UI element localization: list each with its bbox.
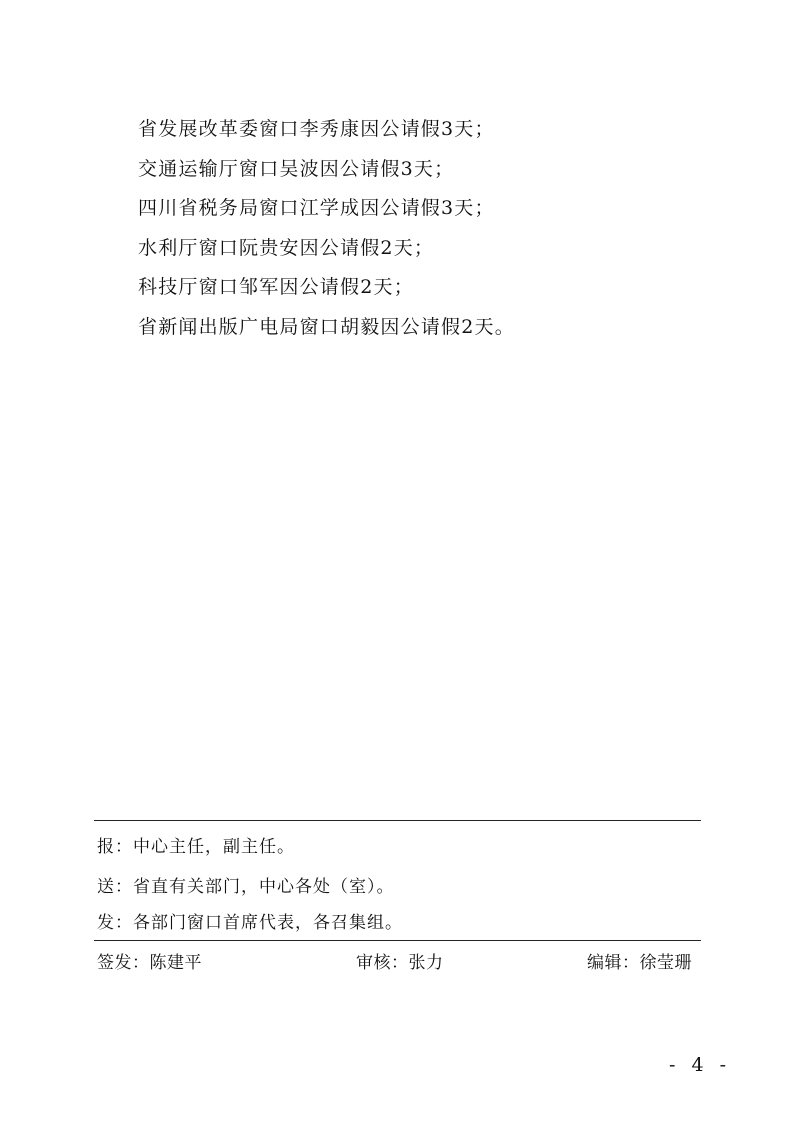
leave-item: 科技厅窗口邹军因公请假2天； <box>138 276 414 298</box>
leave-item: 省新闻出版广电局窗口胡毅因公请假2天。 <box>138 315 515 338</box>
distribution-top-divider <box>94 820 701 821</box>
distribution-bottom-divider <box>94 940 701 941</box>
issued-by: 签发：陈建平 <box>97 953 202 973</box>
edited-by: 编辑：徐莹珊 <box>587 953 692 973</box>
page-number: - 4 - <box>669 1054 732 1076</box>
leave-item: 水利厅窗口阮贵安因公请假2天； <box>138 236 435 259</box>
leave-item: 四川省税务局窗口江学成因公请假3天； <box>138 197 495 219</box>
leave-list <box>138 110 738 347</box>
leave-item: 省发展改革委窗口李秀康因公请假3天； <box>138 118 495 140</box>
send-to-line: 送：省直有关部门，中心各处（室）。 <box>97 877 395 897</box>
issue-to-line: 发：各部门窗口首席代表，各召集组。 <box>97 913 403 933</box>
leave-item: 交通运输厅窗口吴波因公请假3天； <box>138 157 455 180</box>
report-to-line: 报：中心主任，副主任。 <box>97 837 295 857</box>
reviewed-by: 审核：张力 <box>356 953 444 973</box>
